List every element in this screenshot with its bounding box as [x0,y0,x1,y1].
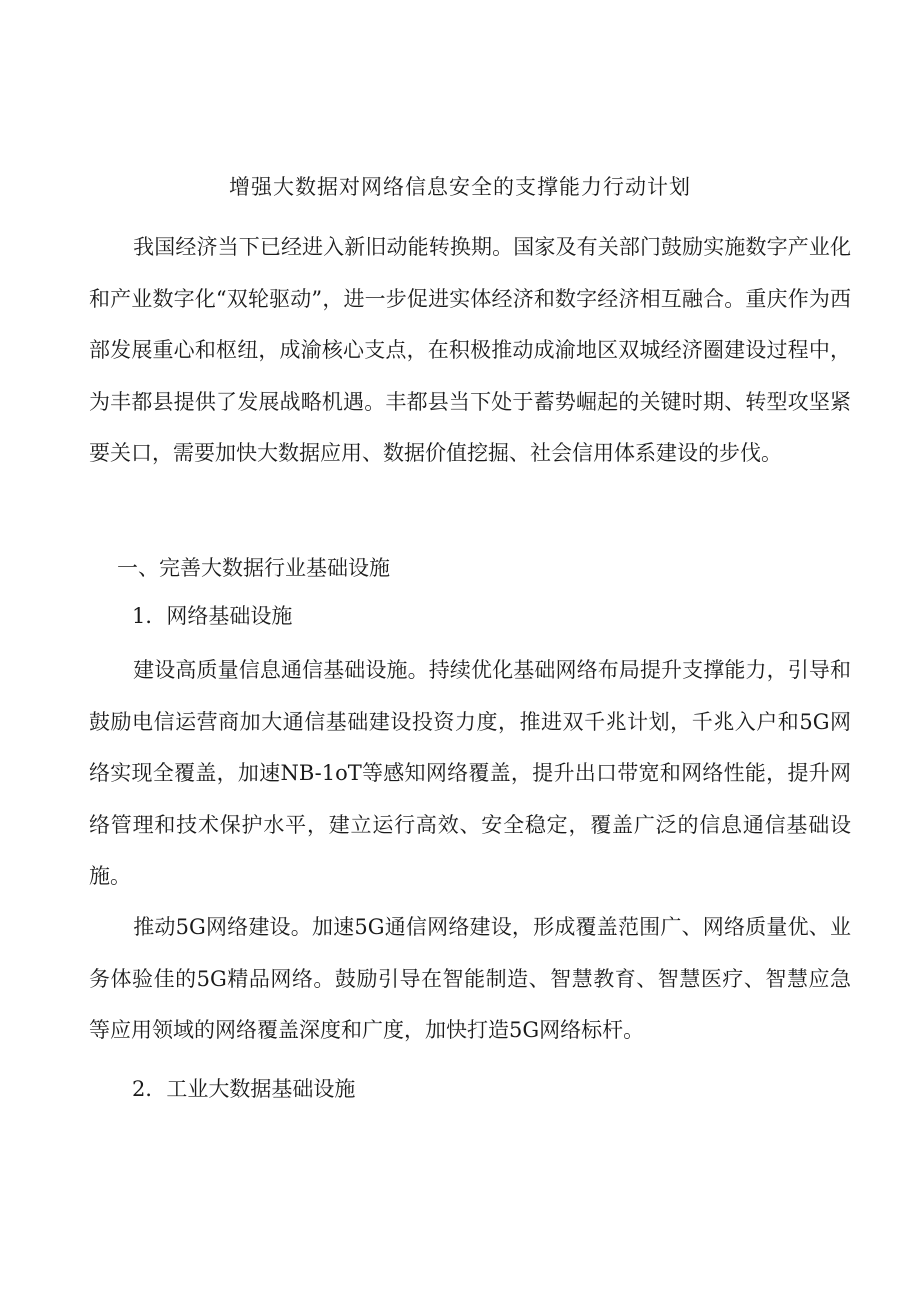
subsection-heading-2: 2．工业大数据基础设施 [132,1077,356,1101]
intro-text: 我国经济当下已经进入新旧动能转换期。国家及有关部门鼓励实施数字产业化和产业数字化“双轮驱动”，进一步促进实体经济和数字经济相互融合。重庆作为西部发展重心和枢纽，成渝核心支点，在积极推动成渝地区双城经济圈建设过程中，为丰都县提供了发展战略机遇。丰都县当下处于蓄势崛起的关键时期、转型攻坚紧要关口，需要加快大数据应用、数据价值挖掘、社会信用体系建设的步伐。 [89,235,851,465]
subsection-1-paragraph-1 [89,645,851,903]
subsection-heading-1: 1．网络基础设施 [132,604,293,628]
section-heading-1: 一、完善大数据行业基础设施 [117,556,390,580]
document-title: 增强大数据对网络信息安全的支撑能力行动计划 [229,175,691,199]
subsection-1-paragraph-1-text: 建设高质量信息通信基础设施。持续优化基础网络布局提升支撑能力，引导和鼓励电信运营商加大通信基础建设投资力度，推进双千兆计划，千兆入户和5G网络实现全覆盖，加速NB-1oT等感知网络覆盖，提升出口带宽和网络性能，提升网络管理和技术保护水平，建立运行高效、安全稳定，覆盖广泛的信息通信基础设施。 [89,658,851,888]
intro-paragraph [89,222,851,480]
subsection-1-paragraph-2-text: 推动5G网络建设。加速5G通信网络建设，形成覆盖范围广、网络质量优、业务体验佳的5G精品网络。鼓励引导在智能制造、智慧教育、智慧医疗、智慧应急等应用领域的网络覆盖深度和广度，加快打造5G网络标杆。 [89,915,851,1042]
subsection-1-paragraph-2 [89,902,851,1057]
